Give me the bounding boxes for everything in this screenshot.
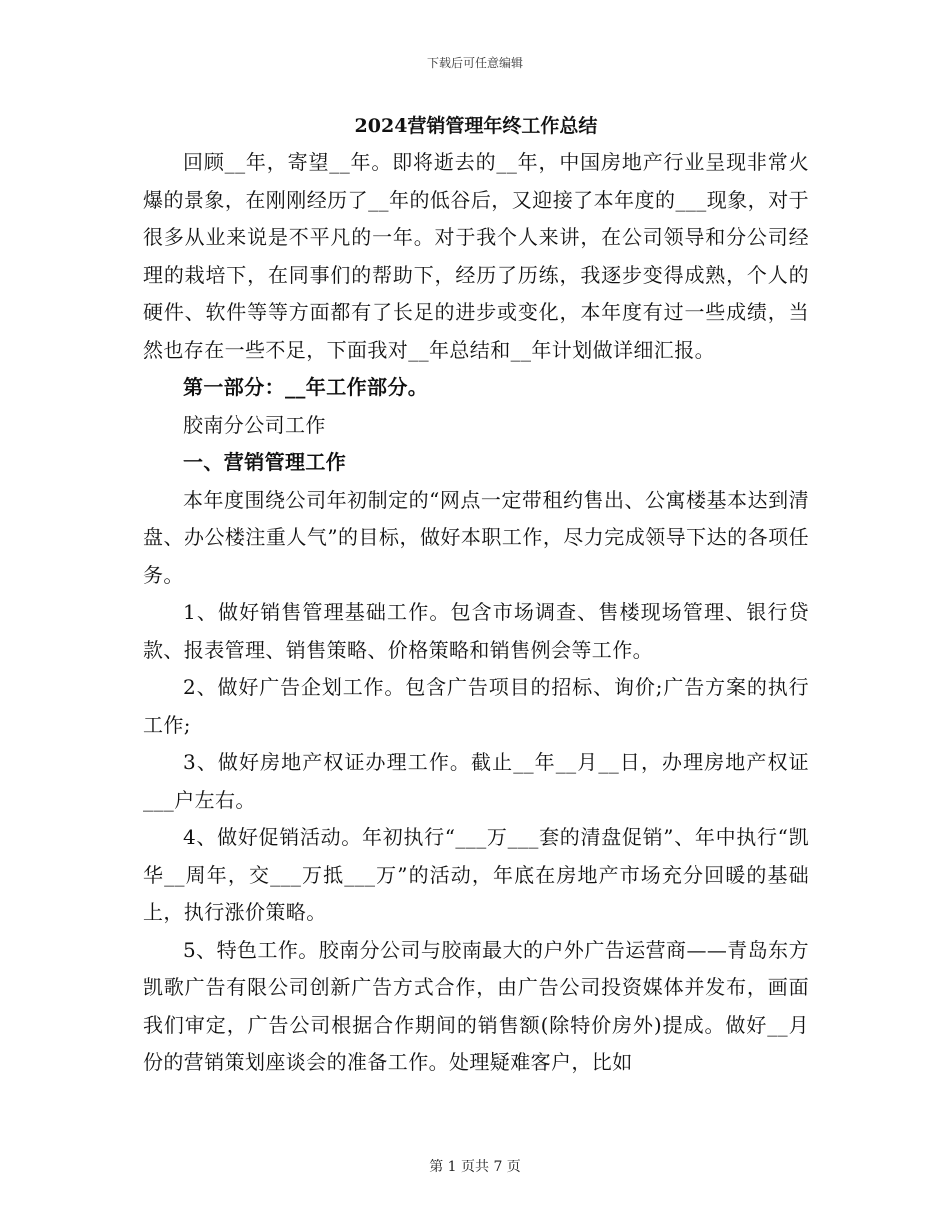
section-heading-part-one: 第一部分：__年工作部分。 xyxy=(183,375,429,399)
list-item-1: 1、做好销售管理基础工作。包含市场调查、售楼现场管理、银行贷款、报表管理、销售策略、价格策略和销售例会等工作。 xyxy=(143,600,809,662)
header-note: 下载后可任意编辑 xyxy=(426,56,523,70)
list-item-4: 4、做好促销活动。年初执行“___万___套的清盘促销”、年中执行“凯华__周年，交___万抵___万”的活动，年底在房地产市场充分回暖的基础上，执行涨价策略。 xyxy=(143,825,809,924)
list-item-2: 2、做好广告企划工作。包含广告项目的招标、询价;广告方案的执行工作; xyxy=(143,675,809,737)
list-item-5: 5、特色工作。胶南分公司与胶南最大的户外广告运营商——青岛东方凯歌广告有限公司创新广告方式合作，由广告公司投资媒体并发布，画面我们审定，广告公司根据合作期间的销售额(除特价房外)提成。做好__月份的营销策划座谈会的准备工作。处理疑难客户，比如 xyxy=(143,937,809,1074)
list-item-3: 3、做好房地产权证办理工作。截止__年__月__日，办理房地产权证___户左右。 xyxy=(143,750,809,812)
document-title: 2024营销管理年终工作总结 xyxy=(354,115,598,137)
section-heading-marketing: 一、营销管理工作 xyxy=(183,450,347,474)
intro-paragraph: 回顾__年，寄望__年。即将逝去的__年，中国房地产行业呈现非常火爆的景象，在刚刚经历了__年的低谷后，又迎接了本年度的___现象，对于很多从业来说是不平凡的一年。对于我个人来讲，在公司领导和分公司经理的栽培下，在同事们的帮助下，经历了历练，我逐步变得成熟，个人的硬件、软件等等方面都有了长足的进步或变化，本年度有过一些成绩，当然也存在一些不足，下面我对__年总结和__年计划做详细汇报。 xyxy=(143,150,809,362)
subsection-label: 胶南分公司工作 xyxy=(183,412,326,437)
paragraph-goals: 本年度围绕公司年初制定的“网点一定带租约售出、公寓楼基本达到清盘、办公楼注重人气”的目标，做好本职工作，尽力完成领导下达的各项任务。 xyxy=(143,487,809,587)
page-indicator: 第 1 页共 7 页 xyxy=(429,1159,521,1175)
document-body xyxy=(143,112,809,1082)
